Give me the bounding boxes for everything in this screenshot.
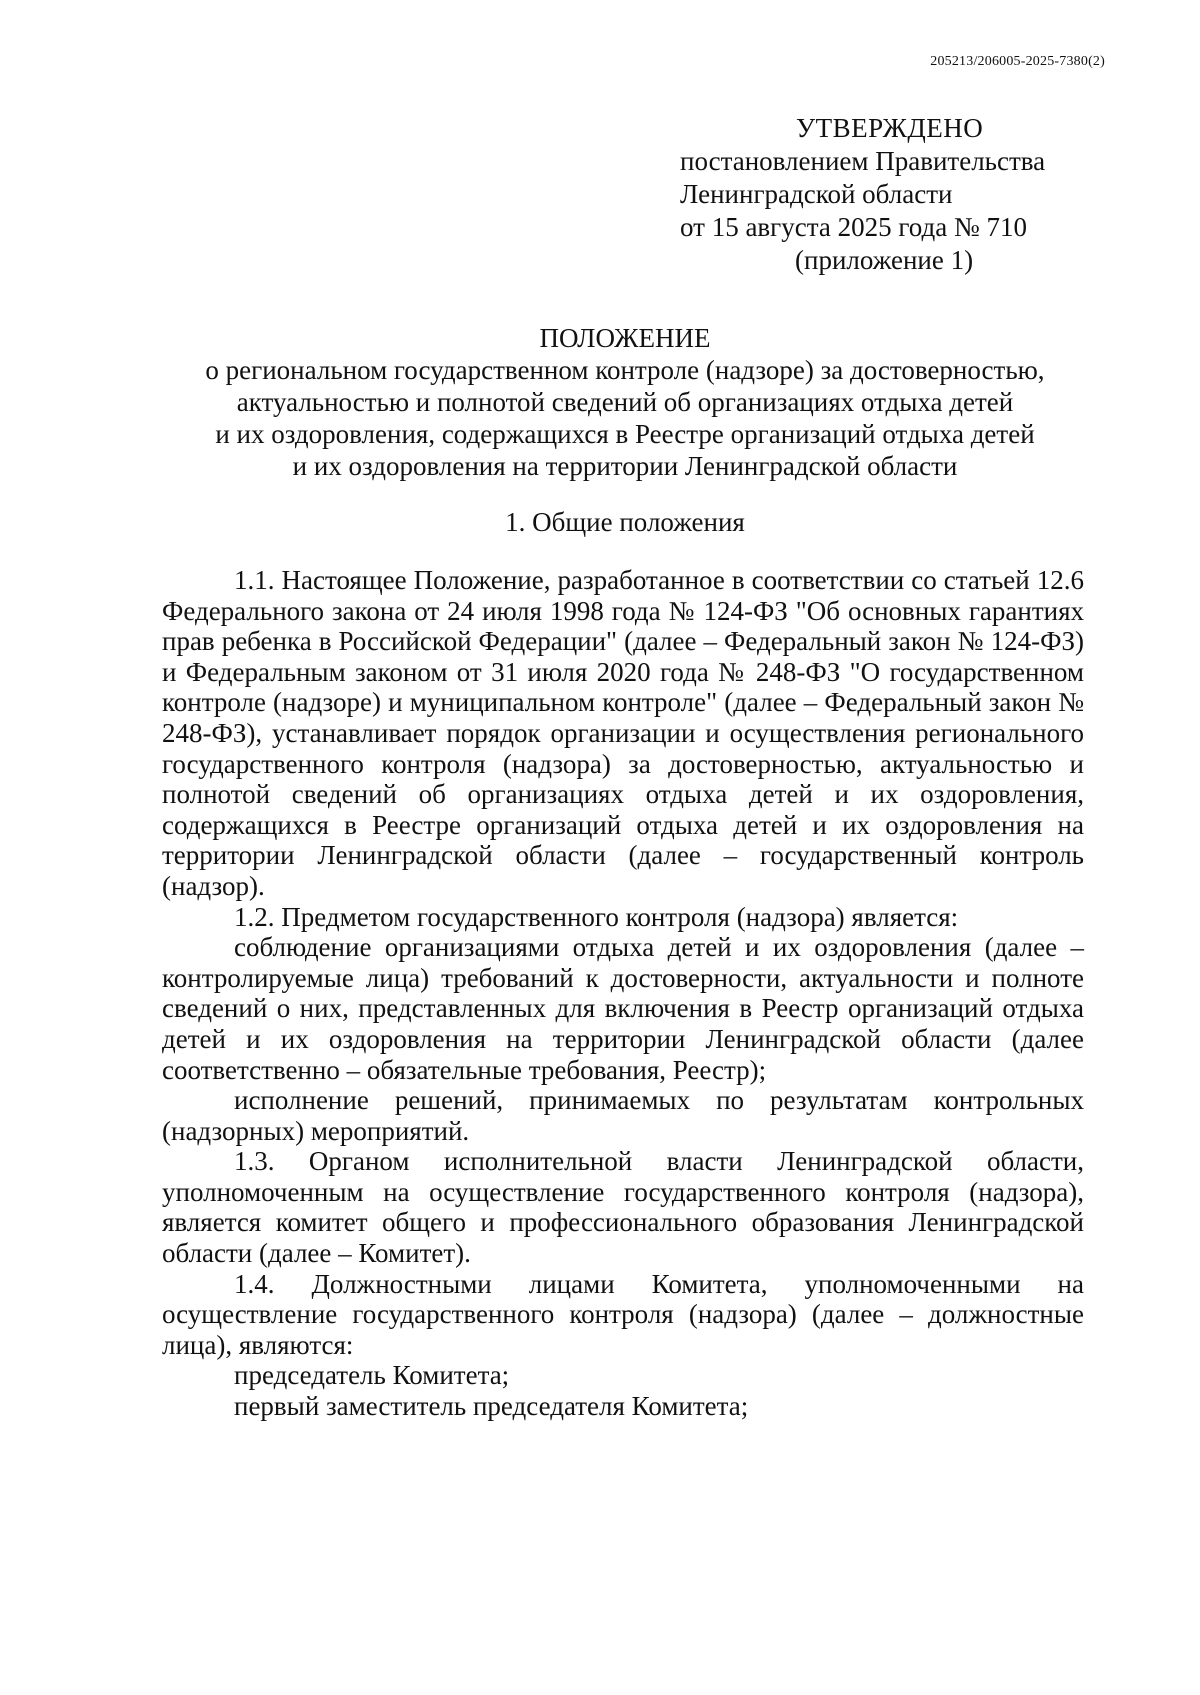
body-text	[162, 565, 1084, 1422]
document-subtitle-line-1: о региональном государственном контроле (надзоре) за достоверностью,	[205, 355, 1045, 385]
document-subtitle-line-2: актуальностью и полнотой сведений об организациях отдыха детей	[236, 387, 1014, 417]
document-title: ПОЛОЖЕНИЕ	[539, 323, 711, 353]
approval-line-3: от 15 августа 2025 года № 710	[680, 212, 1027, 242]
paragraph-1-4-item-1: председатель Комитета;	[234, 1360, 510, 1391]
document-registration-number: 205213/206005-2025-7380(2)	[930, 54, 1105, 69]
paragraph-1-1: 1.1. Настоящее Положение, разработанное в соответствии со статьей 12.6 Федерального закона от 24 июля 1998 года № 124-ФЗ "Об основных гарантиях прав ребенка в Российской Федерации" (далее – Федеральный закон № 124-ФЗ) и Федеральным законом от 31 июля 2020 года № 248-ФЗ "О государственном контроле (надзоре) и муниципальном контроле" (далее – Федеральный закон № 248-ФЗ), устанавливает порядок организации и осуществления регионального государственного контроля (надзора) за достоверностью, актуальностью и полнотой сведений об организациях отдыха детей и их оздоровления, содержащихся в Реестре организаций отдыха детей и их оздоровления на территории Ленинградской области (далее – государственный контроль (надзор).	[162, 565, 1084, 901]
section-heading: 1. Общие положения	[505, 507, 745, 537]
paragraph-1-2-item-2: исполнение решений, принимаемых по результатам контрольных (надзорных) мероприятий.	[162, 1085, 1084, 1146]
document-title-block	[160, 322, 1090, 482]
paragraph-1-4-item-2: первый заместитель председателя Комитета;	[234, 1391, 749, 1422]
approval-appendix: (приложение 1)	[795, 245, 974, 275]
document-subtitle-line-3: и их оздоровления, содержащихся в Реестре организаций отдыха детей	[215, 419, 1035, 449]
approval-line-2: Ленинградской области	[680, 179, 953, 209]
document-subtitle-line-4: и их оздоровления на территории Ленинградской области	[292, 451, 958, 481]
approval-stamp: УТВЕРЖДЕНО	[796, 113, 984, 143]
paragraph-1-4: 1.4. Должностными лицами Комитета, уполномоченными на осуществление государственного контроля (надзора) (далее – должностные лица), являются:	[162, 1268, 1084, 1360]
paragraph-1-2: 1.2. Предметом государственного контроля (надзора) является:	[234, 901, 959, 932]
approval-block	[680, 112, 1100, 277]
paragraph-1-2-item-1: соблюдение организациями отдыха детей и их оздоровления (далее – контролируемые лица) требований к достоверности, актуальности и полноте сведений о них, представленных для включения в Реестр организаций отдыха детей и их оздоровления на территории Ленинградской области (далее соответственно – обязательные требования, Реестр);	[162, 932, 1084, 1085]
paragraph-1-3: 1.3. Органом исполнительной власти Ленинградской области, уполномоченным на осуществление государственного контроля (надзора), является комитет общего и профессионального образования Ленинградской области (далее – Комитет).	[162, 1146, 1084, 1269]
approval-line-1: постановлением Правительства	[680, 146, 1046, 176]
